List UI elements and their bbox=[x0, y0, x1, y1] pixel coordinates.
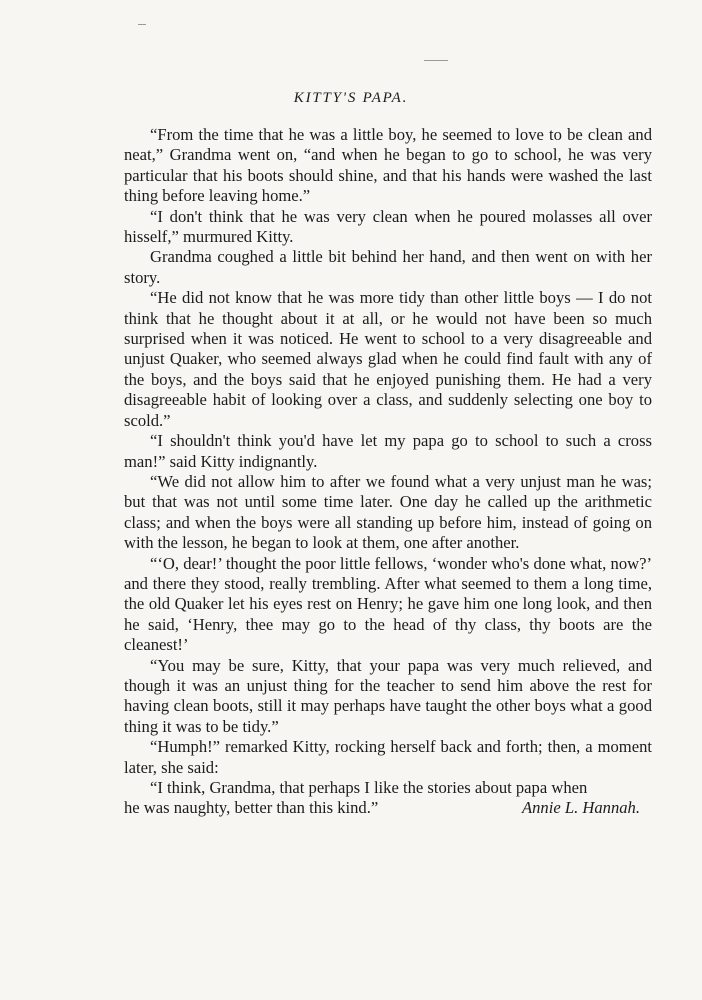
paragraph-4: “He did not know that he was more tidy than other little boys — I do not think that he thought about it at all, or he would not have been so much surprised when it was noticed. He went to school to a very disagreeable and unjust Quaker, who seemed always glad when he could find fault with any of the boys, and the boys said that he enjoyed punishing them. He had a very disagreeable habit of looking over a class, and suddenly selecting one boy to scold.” bbox=[124, 288, 652, 430]
final-paragraph-first-line: “I think, Grandma, that perhaps I like the stories about papa when bbox=[150, 778, 588, 797]
final-paragraph-last-line bbox=[124, 798, 652, 818]
paragraph-7: “‘O, dear!’ thought the poor little fellows, ‘wonder who's done what, now?’ and there they stood, really trembling. After what seemed to them a long time, the old Quaker let his eyes rest on Henry; he gave him one long look, and then he said, ‘Henry, thee may go to the head of thy class, thy boots are the cleanest!’ bbox=[124, 553, 652, 655]
story-text bbox=[124, 125, 652, 819]
paragraph-5: “I shouldn't think you'd have let my papa go to school to such a cross man!” said Kitty indignantly. bbox=[124, 431, 652, 471]
paragraph-2: “I don't think that he was very clean when he poured molasses all over hisself,” murmured Kitty. bbox=[124, 206, 652, 247]
paragraph-9: “Humph!” remarked Kitty, rocking herself back and forth; then, a moment later, she said: bbox=[124, 737, 652, 777]
paragraph-3: Grandma coughed a little bit behind her hand, and then went on with her story. bbox=[124, 247, 652, 287]
scan-mark-top-right bbox=[424, 60, 448, 61]
scan-mark-top-left bbox=[138, 24, 146, 25]
paragraph-6: “We did not allow him to after we found what a very unjust man he was; but that was not until some time later. One day he called up the arithmetic class; and when the boys were all standing up before him, instead of going on with the lesson, he began to look at them, one after another. bbox=[124, 471, 652, 553]
final-paragraph-end: he was naughty, better than this kind.” bbox=[124, 798, 379, 818]
paragraph-1: “From the time that he was a little boy, he seemed to love to be clean and neat,” Grandma went on, “and when he began to go to school, he was very particular that his boots should shine, and that his hands were washed the last thing before leaving home.” bbox=[124, 125, 652, 206]
paragraph-8: “You may be sure, Kitty, that your papa was very much relieved, and though it was an unjust thing for the teacher to send him above the rest for having clean boots, still it may perhaps have taught the other boys what a good thing it was to be tidy.” bbox=[124, 655, 652, 736]
page-title: KITTY'S PAPA. bbox=[293, 90, 409, 106]
author-signature: Annie L. Hannah. bbox=[522, 798, 640, 818]
